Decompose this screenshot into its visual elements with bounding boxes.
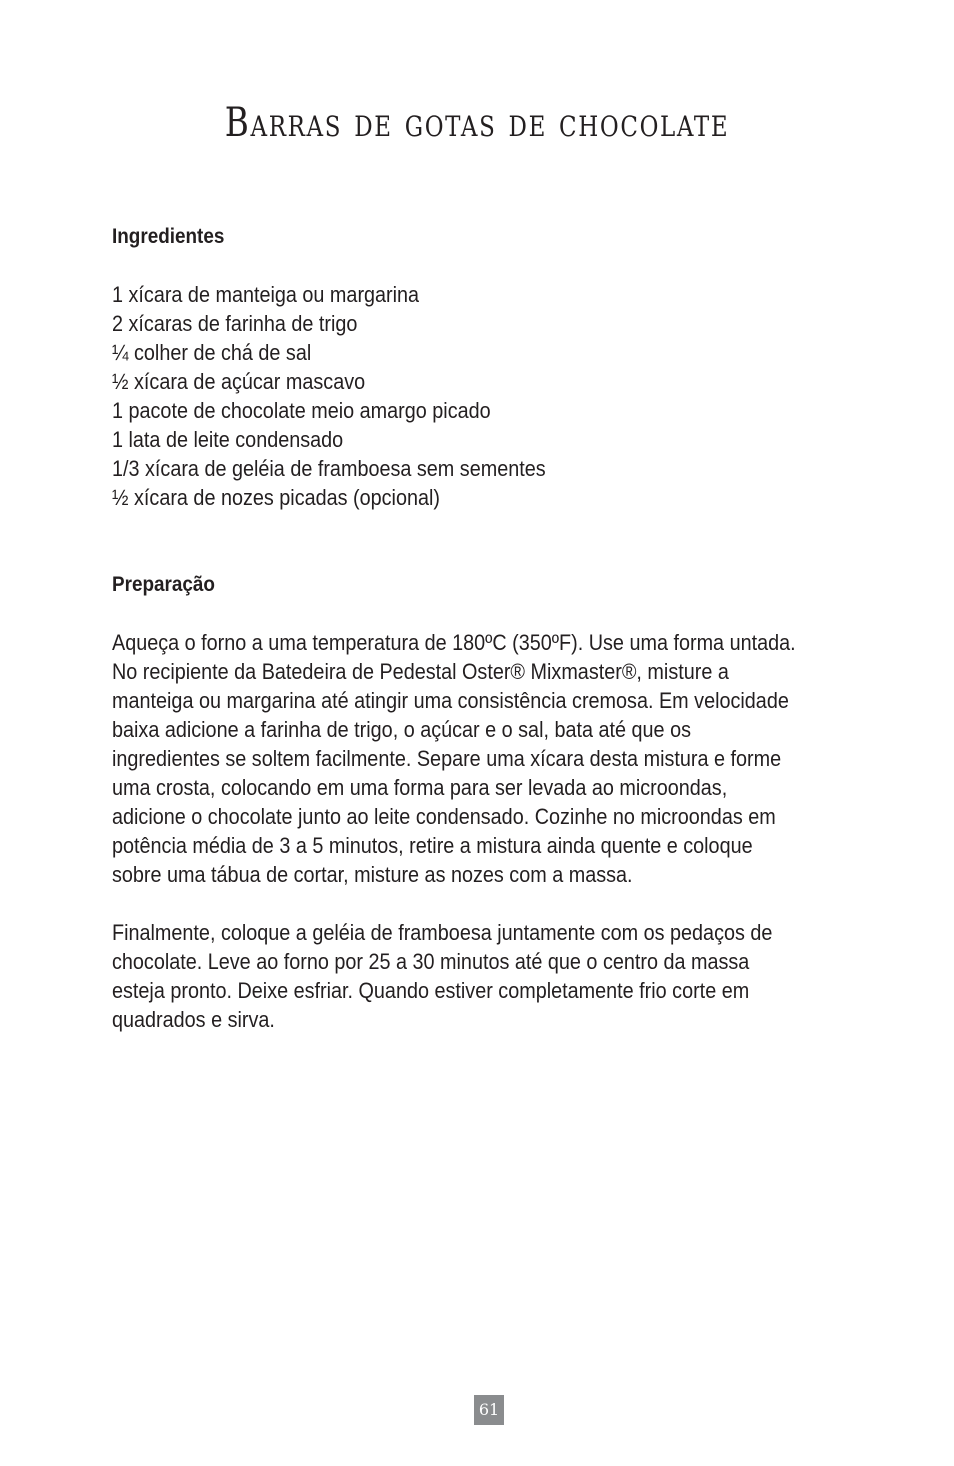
paragraph-line: adicione o chocolate junto ao leite condensado. Cozinhe no microondas em: [112, 804, 776, 829]
ingredient-item: 1 lata de leite condensado: [112, 427, 344, 452]
page-title: Barras de gotas de chocolate: [224, 100, 730, 146]
paragraph-line: Finalmente, coloque a geléia de framboesa juntamente com os pedaços de: [112, 920, 773, 945]
paragraph-line: quadrados e sirva.: [112, 1007, 275, 1032]
ingredient-item: 1 pacote de chocolate meio amargo picado: [112, 398, 491, 423]
paragraph-line: sobre uma tábua de cortar, misture as nozes com a massa.: [112, 862, 633, 887]
paragraph-line: manteiga ou margarina até atingir uma consistência cremosa. Em velocidade: [112, 688, 789, 713]
preparation-heading: Preparação: [112, 573, 215, 596]
paragraph-line: baixa adicione a farinha de trigo, o açúcar e o sal, bata até que os: [112, 717, 691, 742]
ingredient-item: 2 xícaras de farinha de trigo: [112, 311, 358, 336]
ingredient-item: 1/3 xícara de geléia de framboesa sem sementes: [112, 456, 546, 481]
ingredient-item: ½ xícara de nozes picadas (opcional): [112, 485, 440, 510]
preparation-paragraph-1: [112, 628, 877, 889]
paragraph-line: Aqueça o forno a uma temperatura de 180ºC (350ºF). Use uma forma untada.: [112, 630, 796, 655]
ingredient-item: 1 xícara de manteiga ou margarina: [112, 282, 420, 307]
ingredient-item: ¼ colher de chá de sal: [112, 340, 312, 365]
recipe-body: [112, 222, 882, 1034]
paragraph-line: ingredientes se soltem facilmente. Separe uma xícara desta mistura e forme: [112, 746, 782, 771]
ingredient-item: ½ xícara de açúcar mascavo: [112, 369, 366, 394]
ingredients-list: [112, 280, 882, 512]
paragraph-line: No recipiente da Batedeira de Pedestal Oster® Mixmaster®, misture a: [112, 659, 729, 684]
ingredients-heading: Ingredientes: [112, 225, 225, 248]
preparation-paragraph-2: [112, 918, 877, 1034]
paragraph-line: potência média de 3 a 5 minutos, retire a mistura ainda quente e coloque: [112, 833, 753, 858]
paragraph-line: esteja pronto. Deixe esfriar. Quando estiver completamente frio corte em: [112, 978, 750, 1003]
paragraph-line: uma crosta, colocando em uma forma para ser levada ao microondas,: [112, 775, 728, 800]
paragraph-line: chocolate. Leve ao forno por 25 a 30 minutos até que o centro da massa: [112, 949, 750, 974]
page-number-badge: 61: [474, 1395, 504, 1425]
